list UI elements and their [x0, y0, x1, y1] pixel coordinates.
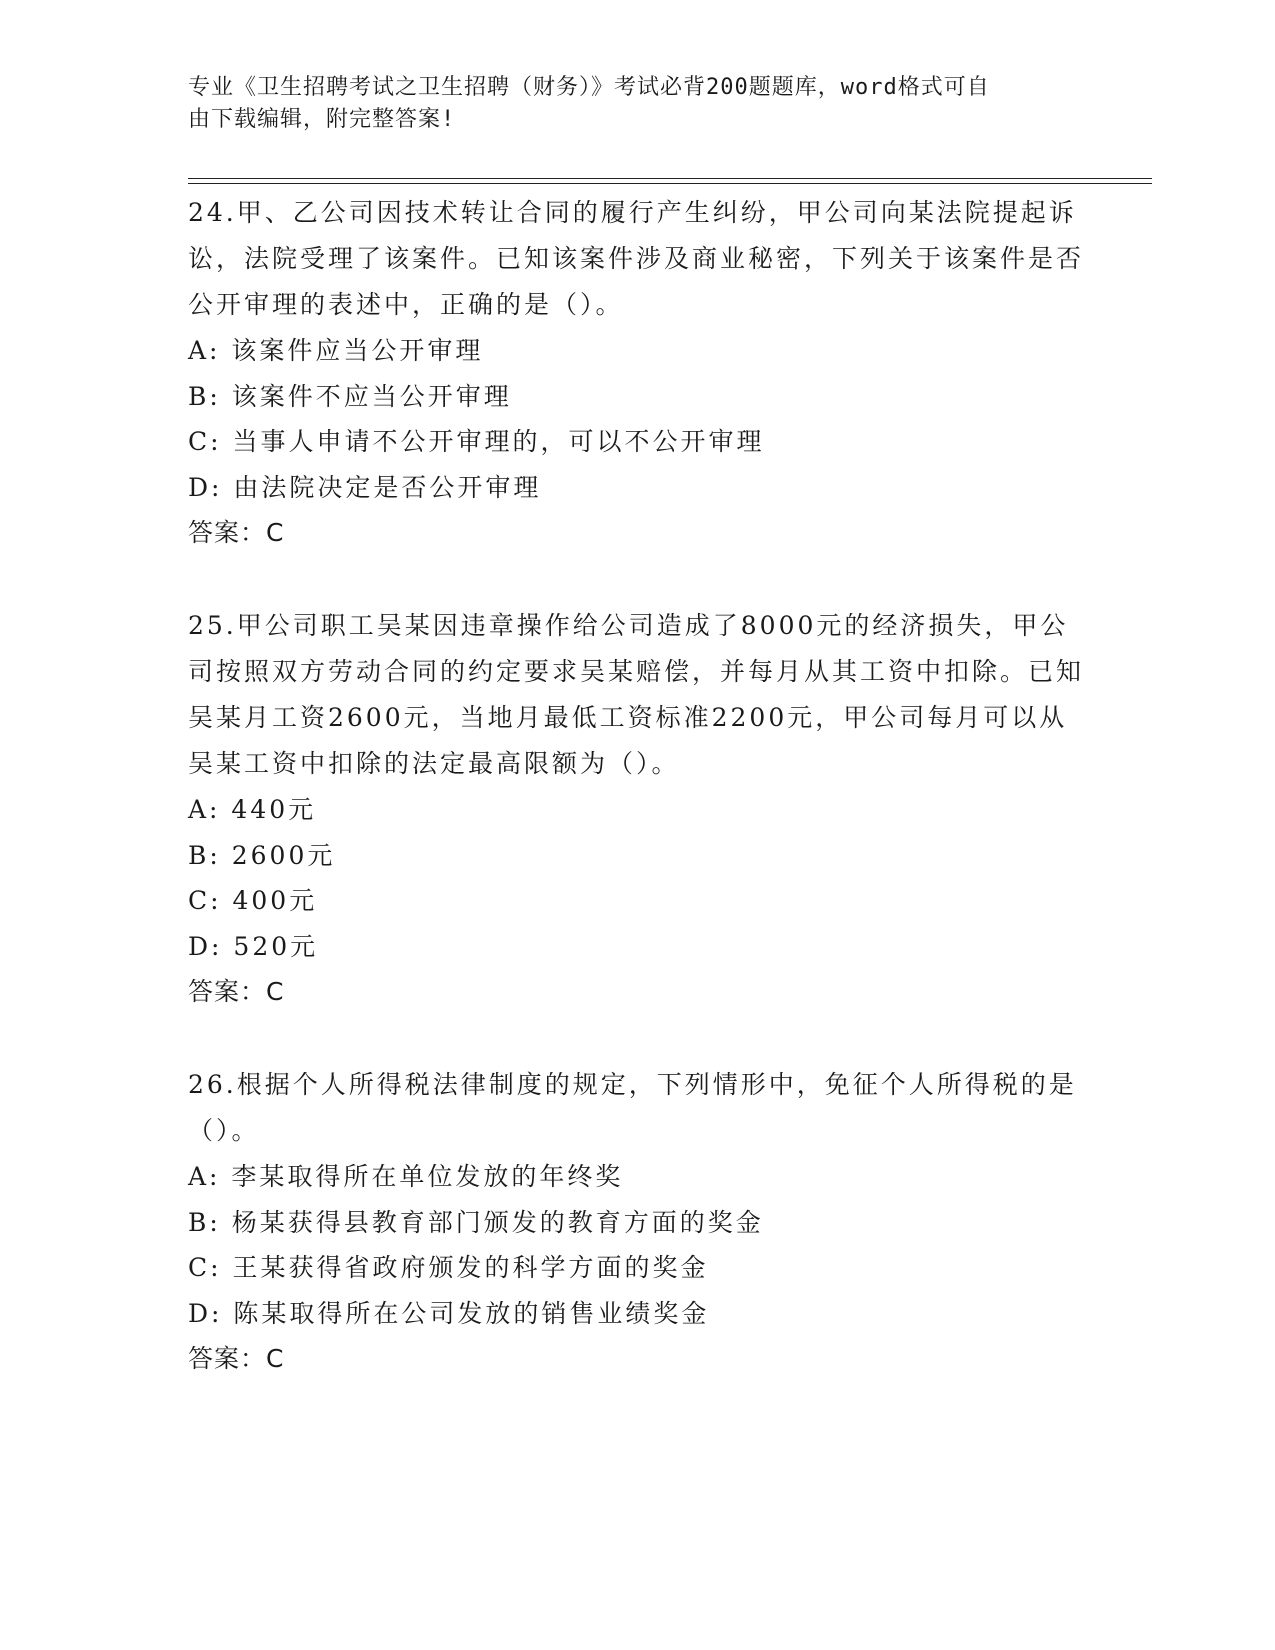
option-b: B: 2600元	[188, 840, 336, 870]
option-d: D: 陈某取得所在公司发放的销售业绩奖金	[188, 1298, 710, 1328]
option-c: C: 400元	[188, 886, 318, 915]
answer-line: 答案：C	[188, 1344, 285, 1373]
option-d: D: 520元	[188, 931, 319, 961]
answer-line: 答案：C	[188, 518, 285, 547]
question-26	[188, 1062, 1088, 1382]
question-24	[188, 190, 1088, 556]
question-stem: 25.甲公司职工吴某因违章操作给公司造成了8000元的经济损失，甲公司按照双方劳动合同的约定要求吴某赔偿，并每月从其工资中扣除。已知吴某月工资2600元，当地月最低工资标准2200元，甲公司每月可以从吴某工资中扣除的法定最高限额为（）。	[188, 611, 1085, 778]
question-list	[188, 190, 1088, 1429]
option-a: A: 440元	[188, 795, 317, 824]
option-b: B: 该案件不应当公开审理	[188, 381, 512, 411]
question-stem: 26.根据个人所得税法律制度的规定，下列情形中，免征个人所得税的是（）。	[188, 1070, 1077, 1145]
header-divider-bottom	[188, 183, 1152, 184]
question-stem: 24.甲、乙公司因技术转让合同的履行产生纠纷，甲公司向某法院提起诉讼，法院受理了该案件。已知该案件涉及商业秘密，下列关于该案件是否公开审理的表述中，正确的是（）。	[188, 198, 1085, 319]
answer-line: 答案：C	[188, 977, 285, 1006]
option-b: B: 杨某获得县教育部门颁发的教育方面的奖金	[188, 1207, 764, 1237]
header-line-1: 专业《卫生招聘考试之卫生招聘（财务）》考试必背200题题库，word格式可自	[188, 75, 990, 100]
option-a: A: 李某取得所在单位发放的年终奖	[188, 1162, 624, 1191]
header-divider-top	[188, 178, 1152, 179]
option-a: A: 该案件应当公开审理	[188, 336, 484, 365]
question-25	[188, 603, 1088, 1015]
option-d: D: 由法院决定是否公开审理	[188, 472, 542, 502]
header-line-2: 由下载编辑，附完整答案!	[188, 107, 456, 132]
option-c: C: 王某获得省政府颁发的科学方面的奖金	[188, 1253, 709, 1282]
option-c: C: 当事人申请不公开审理的，可以不公开审理	[188, 427, 765, 456]
document-header	[188, 72, 1068, 136]
